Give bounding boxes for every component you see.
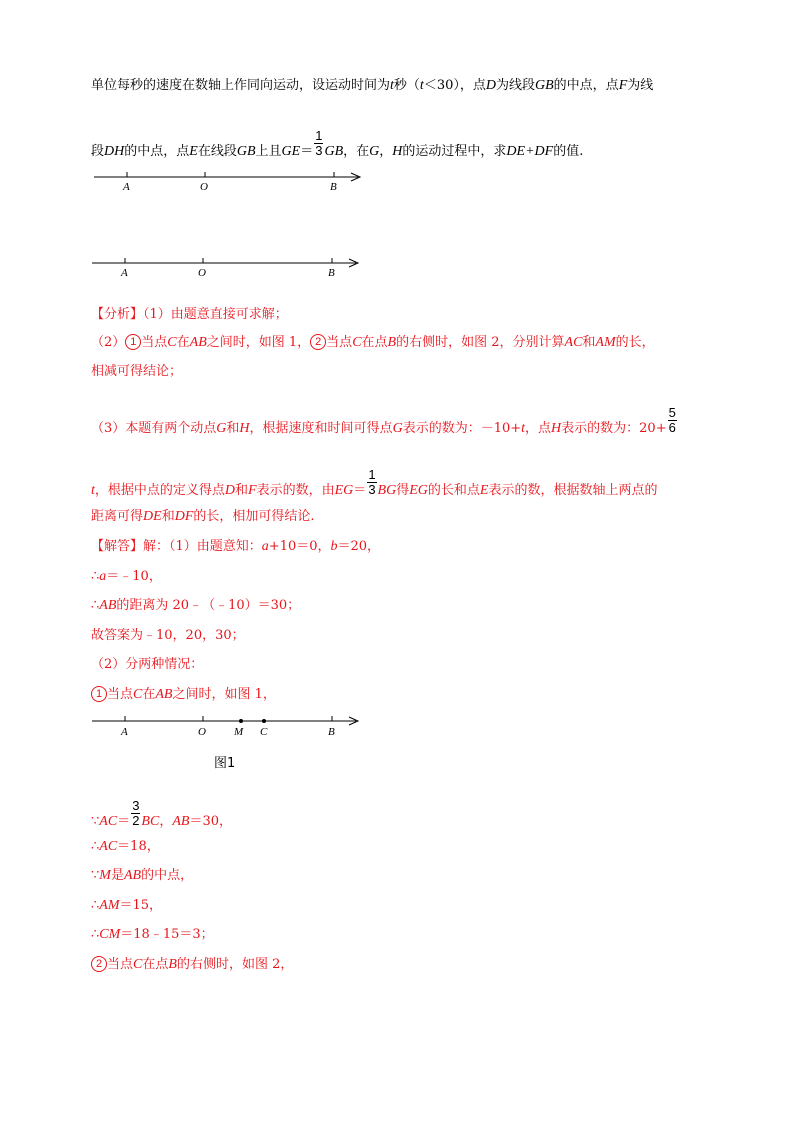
var-AB: AB (123, 868, 142, 883)
label-C: C (260, 726, 268, 738)
text: 为线 (627, 78, 654, 93)
answer-line-10 (91, 897, 162, 915)
text: ， (379, 144, 393, 159)
label-B: B (330, 181, 337, 193)
text: 表示的数为：20+ (561, 421, 667, 436)
text: （2）分两种情况： (91, 657, 204, 672)
therefore: ∴ (91, 569, 100, 584)
var-t: t (390, 78, 394, 93)
text: ＝20， (337, 539, 381, 554)
text: 得 (396, 483, 410, 498)
text: 当点 (141, 335, 168, 350)
text: （3）本题有两个动点 (91, 421, 217, 436)
fraction-denominator: 3 (368, 482, 376, 497)
var-GB: GB (535, 78, 554, 93)
var-G: G (216, 421, 227, 436)
analysis-line-4 (91, 405, 678, 443)
therefore: ∴ (91, 839, 100, 854)
text: 当点 (326, 335, 353, 350)
text: 之间时，如图 1， (206, 335, 311, 350)
var-H: H (392, 144, 403, 159)
text: ＝﹣10， (106, 569, 162, 584)
text: ，在 (343, 144, 370, 159)
fraction-denominator: 2 (132, 813, 140, 828)
var-G: G (369, 144, 380, 159)
text: 表示的数，由 (256, 483, 335, 498)
analysis-line-3 (91, 363, 182, 381)
fraction-numerator: 3 (132, 798, 140, 813)
var-a: a (261, 539, 269, 554)
text: 和 (161, 509, 175, 524)
analysis-heading: 【分析】 (91, 307, 144, 322)
var-H: H (551, 421, 562, 436)
var-GB: GB (324, 144, 344, 159)
var-D: D (485, 78, 496, 93)
fraction-numerator: 1 (368, 467, 376, 482)
answer-line-4 (91, 627, 245, 645)
answer-line-1 (91, 538, 380, 556)
var-AB: AB (172, 814, 190, 829)
point-M (239, 719, 243, 723)
text: 距离可得 (91, 509, 144, 524)
text: 表示的数为：－10+ (402, 421, 522, 436)
label-O: O (200, 181, 208, 193)
var-DH: DH (104, 144, 125, 159)
var-H: H (239, 421, 250, 436)
because: ∵ (91, 868, 100, 883)
answer-heading: 【解答】 (91, 539, 144, 554)
var-D: D (224, 483, 236, 498)
text: 为线段 (495, 78, 535, 93)
text: ， (159, 814, 173, 829)
figure-caption: 图1 (214, 756, 236, 771)
text: 和 (582, 335, 596, 350)
answer-line-12 (91, 956, 293, 974)
text: ，点 (525, 421, 552, 436)
number-line-1 (90, 168, 370, 194)
var-AB: AB (189, 335, 207, 350)
text: 的距离为 20﹣（﹣10）＝30； (116, 598, 301, 613)
text: 在 (142, 687, 156, 702)
var-BC: BC (141, 814, 160, 829)
text: ＝18﹣15＝3； (120, 927, 214, 942)
text: 的右侧时，如图 2， (176, 957, 294, 972)
text: 当点 (107, 957, 134, 972)
var-F: F (618, 78, 628, 93)
answer-line-8 (91, 838, 160, 856)
text: 是 (110, 868, 124, 883)
fraction-numerator: 1 (315, 128, 323, 143)
var-B: B (387, 335, 397, 350)
text: +10＝0， (268, 539, 331, 554)
text: 秒（ (393, 78, 420, 93)
var-C: C (133, 957, 143, 972)
label-M: M (234, 726, 244, 738)
answer-line-9 (91, 867, 193, 885)
answer-line-11 (91, 926, 214, 944)
text: 上且 (255, 144, 282, 159)
text: 的中点，点 (124, 144, 190, 159)
therefore: ∴ (91, 898, 100, 913)
answer-line-3 (91, 597, 300, 615)
point-C (262, 719, 266, 723)
therefore: ∴ (91, 598, 100, 613)
label-O: O (198, 267, 206, 279)
var-AB: AB (99, 598, 117, 613)
text: ＝15， (119, 898, 163, 913)
answer-line-7 (91, 798, 232, 836)
equals: ＝ (300, 144, 314, 159)
text: 的值. (553, 144, 584, 159)
var-t: t (91, 483, 95, 498)
var-DE: DE (143, 509, 162, 524)
var-EG: EG (334, 483, 354, 498)
text: 的中点，点 (553, 78, 619, 93)
analysis-line-5 (91, 467, 658, 505)
text: 在 (176, 335, 190, 350)
var-AC: AC (99, 839, 118, 854)
fraction-denominator: 3 (315, 143, 323, 158)
fraction (131, 799, 140, 828)
text: 在点 (361, 335, 388, 350)
var-GE: GE (281, 144, 301, 159)
text: 和 (226, 421, 240, 436)
text: 故答案为﹣10，20，30； (91, 628, 245, 643)
var-AM: AM (99, 898, 120, 913)
var-B: B (168, 957, 177, 972)
text: 解：（1）由题意知： (143, 539, 262, 554)
label-A: A (121, 726, 128, 738)
var-t: t (419, 78, 424, 93)
circled-number: 1 (125, 334, 141, 350)
var-b: b (330, 539, 338, 554)
equals: ＝ (117, 814, 131, 829)
var-C: C (167, 335, 177, 350)
var-a: a (99, 569, 107, 584)
var-AC: AC (99, 814, 118, 829)
label-B: B (328, 267, 335, 279)
circled-number: 2 (310, 334, 326, 350)
problem-line-2 (91, 128, 584, 166)
text: 的中点， (141, 868, 194, 883)
text: 在点 (142, 957, 169, 972)
text: 的长和点 (427, 483, 480, 498)
var-BG: BG (377, 483, 397, 498)
fraction (314, 129, 323, 158)
text: 在线段 (197, 144, 237, 159)
var-DE-DF: DE+DF (506, 144, 554, 159)
text: 的右侧时，如图 2，分别计算 (396, 335, 565, 350)
text: 单位每秒的速度在数轴上作同向运动，设运动时间为 (91, 78, 391, 93)
text: 相减可得结论； (91, 364, 183, 379)
var-GB: GB (236, 144, 256, 159)
therefore: ∴ (91, 927, 100, 942)
var-t: t (521, 421, 526, 436)
label-O: O (198, 726, 206, 738)
text: 之间时，如图 1， (172, 687, 276, 702)
text: 和 (235, 483, 249, 498)
var-CM: CM (99, 927, 121, 942)
var-C: C (352, 335, 362, 350)
var-F: F (248, 483, 257, 498)
var-E: E (479, 483, 489, 498)
var-EG: EG (409, 483, 428, 498)
text: 当点 (107, 687, 134, 702)
text: 的长， (615, 335, 655, 350)
text: 段 (91, 144, 105, 159)
fraction-denominator: 6 (668, 420, 676, 435)
number-line-2 (88, 254, 368, 280)
label-A: A (121, 267, 128, 279)
text: ＝30， (189, 814, 232, 829)
text: （1）由题意直接可求解； (143, 307, 288, 322)
var-AB: AB (155, 687, 173, 702)
analysis-line-1 (91, 306, 288, 324)
text: 表示的数，根据数轴上两点的 (488, 483, 658, 498)
text: ＝18， (117, 839, 160, 854)
answer-line-2 (91, 568, 162, 586)
analysis-line-6 (91, 508, 315, 526)
number-line-3 (88, 712, 368, 742)
analysis-line-2 (91, 334, 655, 352)
var-C: C (133, 687, 143, 702)
var-E: E (189, 144, 198, 159)
text: （2） (91, 335, 126, 350)
fraction (668, 406, 677, 435)
problem-line-1 (91, 77, 653, 95)
text: ，根据速度和时间可得点 (249, 421, 393, 436)
equals: ＝ (353, 483, 367, 498)
label-B: B (328, 726, 335, 738)
answer-line-6 (91, 686, 276, 704)
var-AC: AC (564, 335, 583, 350)
text: ＜30），点 (423, 78, 486, 93)
var-M: M (99, 868, 111, 883)
var-G: G (392, 421, 403, 436)
fraction (367, 468, 376, 497)
var-DF: DF (174, 509, 194, 524)
label-A: A (123, 181, 130, 193)
because: ∵ (91, 814, 100, 829)
fraction-numerator: 5 (668, 405, 676, 420)
text: ，根据中点的定义得点 (94, 483, 225, 498)
text: 的长，相加可得结论. (193, 509, 315, 524)
text: 的运动过程中，求 (402, 144, 507, 159)
var-AM: AM (595, 335, 616, 350)
answer-line-5 (91, 656, 203, 674)
circled-number: 2 (91, 956, 107, 972)
circled-number: 1 (91, 686, 107, 702)
